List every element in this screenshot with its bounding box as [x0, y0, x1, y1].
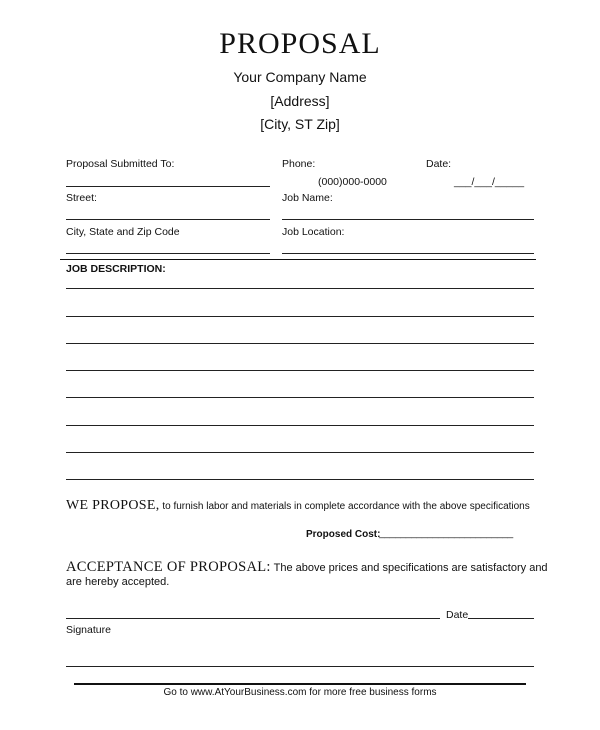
company-name: Your Company Name — [233, 69, 367, 85]
job-description-line[interactable] — [66, 370, 534, 371]
footer-divider — [74, 683, 526, 685]
acceptance-statement — [66, 558, 548, 576]
street-label: Street: — [66, 192, 97, 204]
signature-field[interactable] — [66, 618, 440, 619]
acceptance-text-line1: The above prices and specifications are satisfactory and — [270, 562, 548, 574]
acceptance-date-label: Date — [446, 609, 469, 621]
signature-line[interactable] — [66, 666, 534, 667]
section-divider — [60, 259, 536, 260]
job-location-field[interactable] — [282, 253, 534, 254]
submitted-to-field[interactable] — [66, 186, 270, 187]
phone-label: Phone: — [282, 158, 316, 170]
acceptance-heading: ACCEPTANCE OF PROPOSAL: — [66, 559, 271, 575]
we-propose-statement — [66, 496, 530, 514]
phone-value: (000)000-0000 — [318, 176, 387, 188]
job-description-label: JOB DESCRIPTION: — [66, 263, 166, 275]
job-location-label: Job Location: — [282, 226, 345, 238]
company-address: [Address] — [270, 93, 330, 109]
date-label: Date: — [426, 158, 452, 170]
submitted-to-label: Proposal Submitted To: — [66, 158, 175, 170]
we-propose-heading: WE PROPOSE, — [66, 498, 160, 513]
proposed-cost-label: Proposed Cost: — [306, 529, 381, 540]
acceptance-date-field[interactable] — [468, 618, 534, 619]
page-title: PROPOSAL — [219, 27, 381, 60]
city-state-zip-label: City, State and Zip Code — [66, 226, 180, 238]
street-field[interactable] — [66, 219, 270, 220]
date-value: ___/___/_____ — [454, 176, 525, 188]
job-name-label: Job Name: — [282, 192, 333, 204]
job-name-field[interactable] — [282, 219, 534, 220]
job-description-line[interactable] — [66, 397, 534, 398]
job-description-line[interactable] — [66, 452, 534, 453]
proposed-cost-field[interactable]: _________________________ — [379, 528, 514, 539]
job-description-line[interactable] — [66, 343, 534, 344]
job-description-line[interactable] — [66, 479, 534, 480]
signature-label: Signature — [66, 624, 111, 636]
job-description-line[interactable] — [66, 425, 534, 426]
job-description-line[interactable] — [66, 288, 534, 289]
company-city-st-zip: [City, ST Zip] — [260, 116, 340, 132]
job-description-line[interactable] — [66, 316, 534, 317]
acceptance-text-line2: are hereby accepted. — [66, 576, 170, 588]
city-state-zip-field[interactable] — [66, 253, 270, 254]
we-propose-text: to furnish labor and materials in complete accordance with the above specifications — [159, 501, 530, 512]
footer-text: Go to www.AtYourBusiness.com for more free business forms — [163, 687, 437, 698]
